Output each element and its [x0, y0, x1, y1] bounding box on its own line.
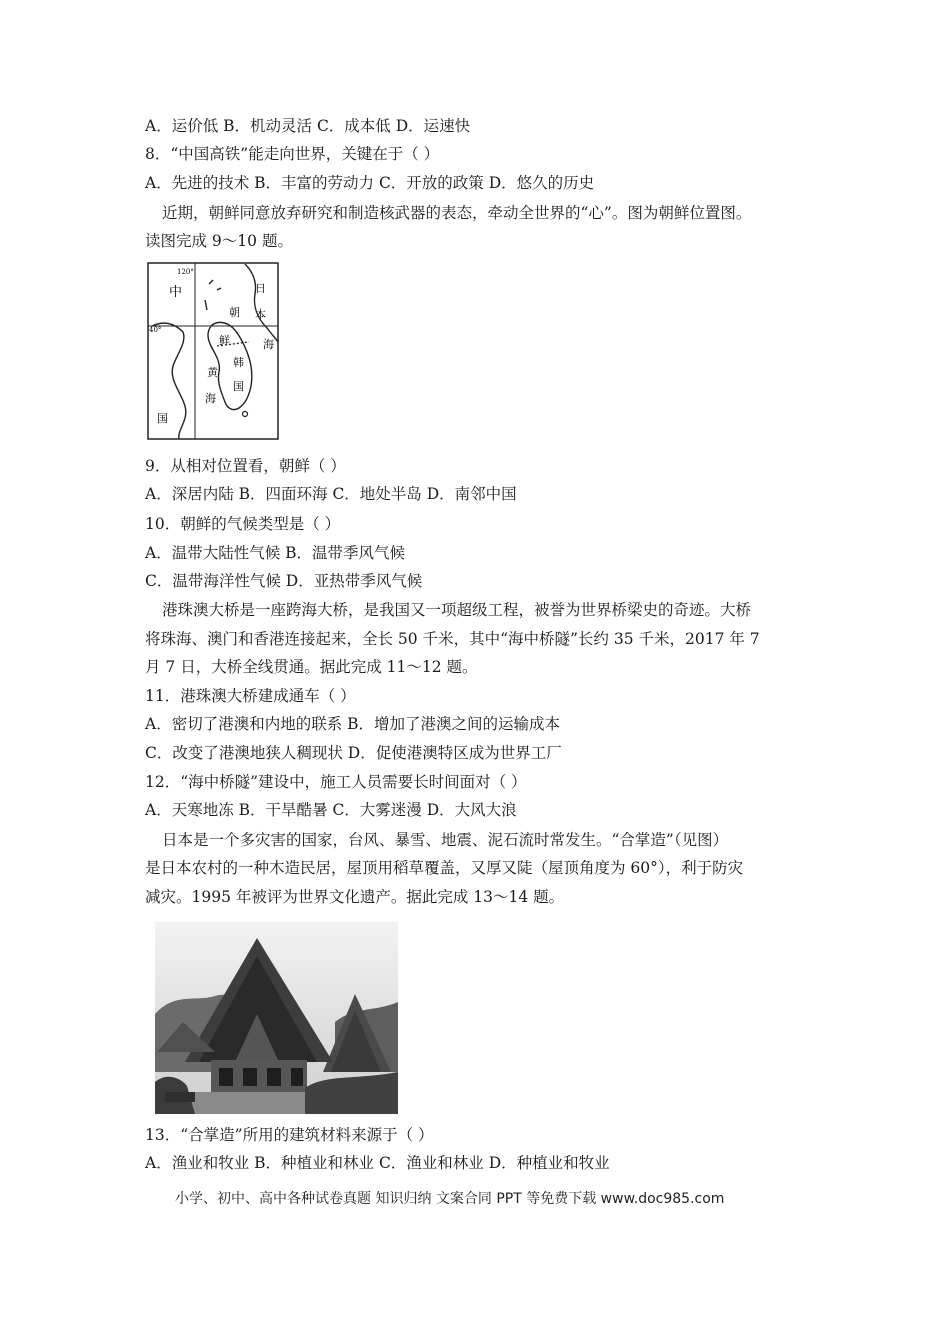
- map-label-china-top: 中: [169, 285, 183, 300]
- q8-options: A．先进的技术 B．丰富的劳动力 C．开放的政策 D．悠久的历史: [145, 174, 595, 192]
- map-label-japan-1: 日: [255, 282, 266, 295]
- q12-stem: 12．“海中桥隧”建设中，施工人员需要长时间面对（ ）: [145, 773, 527, 791]
- map-label-korea-n-1: 朝: [229, 306, 240, 319]
- passage-korea-line-1: 近期，朝鲜同意放弃研究和制造核武器的表态，牵动全世界的“心”。图为朝鲜位置图。: [162, 204, 752, 222]
- gassho-zukuri-photo: [155, 922, 398, 1114]
- passage-bridge-line-2: 将珠海、澳门和香港连接起来，全长 50 千米，其中“海中桥隧”长约 35 千米，2017 年 7: [145, 630, 760, 648]
- map-label-sea-1: 黄: [207, 366, 218, 379]
- q12-options: A．天寒地冻 B．干旱酷暑 C．大雾迷漫 D．大风大浪: [145, 801, 517, 819]
- map-label-japan-2: 本: [255, 308, 266, 321]
- passage-bridge-line-3: 月 7 日，大桥全线贯通。据此完成 11～12 题。: [145, 658, 478, 676]
- map-label-sea-right: 海: [263, 338, 274, 351]
- q7-options: A．运价低 B．机动灵活 C．成本低 D．运速快: [145, 117, 471, 135]
- q11-options-1: A．密切了港澳和内地的联系 B．增加了港澳之间的运输成本: [145, 715, 561, 733]
- q11-options-2: C．改变了港澳地狭人稠现状 D．促使港澳特区成为世界工厂: [145, 744, 562, 762]
- passage-japan-line-2: 是日本农村的一种木造民居，屋顶用稻草覆盖，又厚又陡（屋顶角度为 60°），利于防灾: [145, 859, 744, 877]
- map-label-sea-2: 海: [205, 392, 216, 405]
- map-label-china-bottom: 国: [157, 412, 168, 425]
- map-label-korea-s-2: 国: [233, 380, 244, 393]
- q11-stem: 11．港珠澳大桥建成通车（ ）: [145, 687, 356, 705]
- map-label-lat: 40°: [149, 326, 162, 334]
- q13-stem: 13．“合掌造”所用的建筑材料来源于（ ）: [145, 1126, 434, 1144]
- q10-stem: 10．朝鲜的气候类型是（ ）: [145, 515, 341, 533]
- map-label-korea-n-2: 鲜: [219, 334, 230, 347]
- q9-options: A．深居内陆 B．四面环海 C．地处半岛 D．南邻中国: [145, 485, 517, 503]
- q10-options-2: C．温带海洋性气候 D．亚热带季风气候: [145, 572, 423, 590]
- map-label-korea-s-1: 韩: [233, 356, 244, 369]
- passage-korea-line-2: 读图完成 9～10 题。: [145, 232, 293, 250]
- q9-stem: 9．从相对位置看，朝鲜（ ）: [145, 457, 346, 475]
- korea-location-map: [147, 262, 279, 440]
- q13-options: A．渔业和牧业 B．种植业和林业 C．渔业和林业 D．种植业和牧业: [145, 1154, 610, 1172]
- passage-bridge-line-1: 港珠澳大桥是一座跨海大桥，是我国又一项超级工程，被誉为世界桥梁史的奇迹。大桥: [162, 601, 752, 619]
- map-label-lon: 120°: [177, 268, 194, 276]
- footer-text: 小学、初中、高中各种试卷真题 知识归纳 文案合同 PPT 等免费下载 www.doc985.com: [175, 1191, 725, 1207]
- q10-options-1: A．温带大陆性气候 B．温带季风气候: [145, 544, 406, 562]
- q8-stem: 8．“中国高铁”能走向世界，关键在于（ ）: [145, 145, 440, 163]
- passage-japan-line-3: 减灾。1995 年被评为世界文化遗产。据此完成 13～14 题。: [145, 888, 565, 906]
- passage-japan-line-1: 日本是一个多灾害的国家，台风、暴雪、地震、泥石流时常发生。“合掌造”（见图）: [162, 831, 729, 849]
